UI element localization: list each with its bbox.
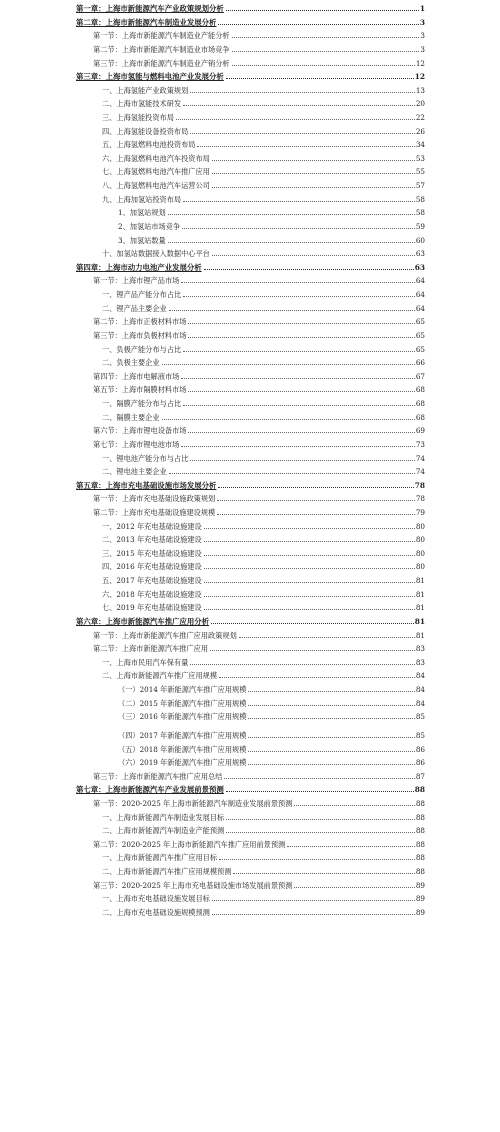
toc-entry[interactable]	[0, 342, 425, 355]
toc-entry-title: 一、2012 年充电基础设施建设	[102, 521, 202, 531]
toc-entry-page-number: 3	[420, 31, 425, 41]
toc-entry[interactable]	[0, 178, 425, 191]
toc-entry-title: 四、上海氢能设备投资布局	[102, 126, 189, 136]
toc-entry-page-number: 3	[420, 44, 425, 54]
toc-entry-page-number: 64	[415, 290, 425, 299]
toc-entry[interactable]	[0, 864, 425, 877]
toc-entry-page-number: 88	[415, 853, 425, 863]
dot-leader	[226, 78, 414, 79]
toc-chapter-entry[interactable]	[0, 614, 425, 627]
toc-entry-page-number: 78	[414, 480, 425, 490]
toc-entry[interactable]	[0, 137, 425, 150]
toc-entry-title: 二、上海市新能源汽车推广应用规模	[102, 671, 218, 681]
dot-leader	[183, 105, 415, 106]
toc-chapter-entry[interactable]	[0, 478, 425, 491]
dot-leader	[181, 378, 415, 379]
toc-entry[interactable]	[0, 519, 425, 532]
toc-chapter-entry[interactable]	[0, 69, 425, 82]
toc-entry-title: 五、上海氢燃料电池投资布局	[102, 140, 196, 150]
toc-entry-title: 一、上海市民用汽车保有量	[102, 657, 189, 667]
dot-leader	[188, 391, 414, 392]
toc-entry-page-number: 81	[415, 603, 425, 613]
toc-entry-page-number: 64	[415, 303, 425, 313]
toc-entry[interactable]	[0, 491, 425, 504]
toc-entry[interactable]	[0, 742, 425, 755]
dot-leader	[204, 528, 415, 529]
toc-entry-page-number: 1	[419, 4, 425, 13]
toc-entry-title: 1、加氢站规划	[118, 208, 166, 218]
dot-leader	[168, 214, 415, 215]
toc-entry[interactable]	[0, 151, 425, 164]
toc-entry[interactable]	[0, 369, 425, 382]
toc-entry-title: 二、锂电池主要企业	[102, 467, 167, 477]
dot-leader	[190, 460, 415, 461]
dot-leader	[183, 405, 415, 406]
toc-entry-title: 六、2018 年充电基础设施建设	[102, 589, 202, 599]
toc-entry[interactable]	[0, 382, 425, 395]
toc-entry-page-number: 81	[414, 616, 425, 626]
toc-entry[interactable]	[0, 696, 425, 709]
toc-entry-title: （三）2016 年新能源汽车推广应用规模	[118, 712, 247, 722]
dot-leader	[169, 310, 415, 311]
toc-entry-page-number: 80	[415, 548, 425, 558]
dot-leader	[211, 623, 414, 624]
toc-entry[interactable]	[0, 301, 425, 314]
toc-entry[interactable]	[0, 905, 425, 918]
dot-leader	[204, 609, 415, 610]
dot-leader	[204, 269, 414, 270]
toc-entry-page-number: 22	[415, 113, 425, 122]
toc-entry[interactable]	[0, 796, 425, 809]
dot-leader	[181, 282, 415, 283]
toc-entry[interactable]	[0, 850, 425, 863]
dot-leader	[218, 24, 418, 25]
dot-leader	[212, 914, 415, 915]
toc-entry-page-number: 86	[415, 744, 425, 754]
toc-entry-title: （六）2019 年新能源汽车推广应用规模	[118, 758, 247, 768]
toc-entry[interactable]	[0, 328, 425, 341]
toc-entry[interactable]	[0, 546, 425, 559]
toc-entry[interactable]	[0, 28, 425, 41]
toc-entry-title: 第七章：上海市新能源汽车产业发展前景预测	[76, 785, 224, 795]
toc-entry[interactable]	[0, 573, 425, 586]
dot-leader	[287, 846, 415, 847]
toc-entry-title: 一、锂电池产能分布与占比	[102, 453, 189, 463]
toc-entry[interactable]	[0, 655, 425, 668]
toc-entry-page-number: 88	[415, 812, 425, 822]
toc-entry-page-number: 68	[415, 385, 425, 395]
toc-entry-title: 十、加氢站数据接入数据中心平台	[102, 249, 210, 259]
toc-entry-title: 七、上海氢燃料电池汽车推广应用	[102, 167, 210, 177]
dot-leader	[212, 173, 415, 174]
toc-entry[interactable]	[0, 600, 425, 613]
toc-entry-title: 第六章：上海市新能源汽车推广应用分析	[76, 616, 210, 626]
toc-entry-title: 二、隔膜主要企业	[102, 412, 160, 422]
toc-entry-page-number: 65	[415, 344, 425, 354]
dot-leader	[226, 791, 414, 792]
toc-entry-title: 二、2013 年充电基础设施建设	[102, 535, 202, 545]
toc-entry-page-number: 81	[415, 589, 425, 599]
toc-entry-title: 第三节：上海市新能源汽车推广应用总结	[93, 771, 223, 781]
toc-entry[interactable]	[0, 96, 425, 109]
toc-entry-title: 二、负极主要企业	[102, 358, 160, 368]
toc-entry-page-number: 74	[415, 467, 425, 477]
toc-entry-page-number: 83	[415, 644, 425, 654]
toc-entry-page-number: 66	[415, 358, 425, 368]
toc-entry-title: 第一节：上海市充电基础设施政策规划	[93, 494, 216, 504]
toc-entry-page-number: 84	[415, 698, 425, 708]
dot-leader	[217, 514, 415, 515]
toc-entry-title: 二、上海市充电基础设施规模预测	[102, 907, 210, 917]
toc-entry-page-number: 80	[415, 535, 425, 545]
dot-leader	[168, 242, 415, 243]
toc-entry-page-number: 88	[414, 785, 425, 795]
toc-entry-page-number: 89	[415, 880, 425, 890]
toc-entry-page-number: 81	[415, 630, 425, 640]
toc-entry-title: 第二节：上海市正极材料市场	[93, 317, 187, 327]
toc-entry-title: 二、上海市新能源汽车制造业产能预测	[102, 826, 225, 836]
dot-leader	[210, 650, 415, 651]
toc-entry-title: 第一节：上海市新能源汽车推广应用政策规划	[93, 630, 237, 640]
toc-entry-title: 第四节：上海市电解液市场	[93, 371, 180, 381]
dot-leader	[239, 637, 415, 638]
toc-entry[interactable]	[0, 559, 425, 572]
toc-entry-page-number: 85	[415, 712, 425, 722]
dot-leader	[248, 705, 414, 706]
toc-entry[interactable]	[0, 42, 425, 55]
toc-entry-page-number: 80	[415, 521, 425, 531]
toc-entry-page-number: 89	[415, 907, 425, 917]
toc-entry-title: 2、加氢站市场竞争	[118, 221, 181, 231]
toc-entry[interactable]	[0, 810, 425, 823]
toc-entry-page-number: 12	[414, 72, 425, 82]
toc-entry-title: 第二节：上海市充电基础设施建设规模	[93, 507, 216, 517]
toc-entry-title: 八、上海氢燃料电池汽车运营公司	[102, 181, 210, 191]
toc-entry-title: 三、2015 年充电基础设施建设	[102, 548, 202, 558]
toc-entry-title: （四）2017 年新能源汽车推广应用规模	[118, 730, 247, 740]
toc-chapter-entry[interactable]	[0, 15, 425, 28]
toc-entry[interactable]	[0, 891, 425, 904]
toc-entry-title: 二、锂产品主要企业	[102, 303, 167, 313]
toc-entry-page-number: 89	[415, 894, 425, 904]
dot-leader	[190, 92, 415, 93]
dot-leader	[248, 691, 414, 692]
toc-entry[interactable]	[0, 682, 425, 695]
dot-leader	[224, 778, 414, 779]
dot-leader	[204, 555, 415, 556]
toc-entry-title: 第二节：2020-2025 年上海市新能源汽车推广应用前景预测	[93, 839, 286, 849]
toc-entry-page-number: 57	[415, 181, 425, 191]
toc-entry[interactable]	[0, 164, 425, 177]
toc-entry[interactable]	[0, 464, 425, 477]
dot-leader	[226, 10, 419, 11]
dot-leader	[232, 37, 420, 38]
toc-entry-page-number: 88	[415, 799, 425, 808]
dot-leader	[294, 887, 414, 888]
toc-entry-title: 三、上海氢能投资布局	[102, 113, 174, 122]
toc-entry[interactable]	[0, 437, 425, 450]
toc-entry[interactable]	[0, 423, 425, 436]
toc-entry-page-number: 74	[415, 453, 425, 463]
toc-entry-title: 一、上海市新能源汽车制造业发展目标	[102, 812, 225, 822]
toc-entry[interactable]	[0, 823, 425, 836]
toc-entry[interactable]	[0, 728, 425, 741]
toc-entry-page-number: 65	[415, 330, 425, 340]
toc-entry-title: 第一节：上海市锂产品市场	[93, 276, 180, 286]
toc-entry[interactable]	[0, 532, 425, 545]
dot-leader	[212, 900, 415, 901]
toc-entry-page-number: 60	[415, 235, 425, 245]
dot-leader	[162, 364, 415, 365]
toc-entry-title: 二、上海市新能源汽车推广应用规模预测	[102, 867, 232, 877]
toc-entry-title: 第一节：2020-2025 年上海市新能源汽车制造业发展前景预测	[93, 799, 293, 808]
toc-entry-title: （二）2015 年新能源汽车推广应用规模	[118, 698, 247, 708]
dot-leader	[188, 432, 414, 433]
dot-leader	[183, 296, 415, 297]
dot-leader	[248, 764, 414, 765]
toc-entry-title: 第四章：上海市动力电池产业发展分析	[76, 262, 202, 272]
toc-entry[interactable]	[0, 878, 425, 891]
dot-leader	[218, 487, 413, 488]
toc-entry[interactable]	[0, 124, 425, 137]
toc-entry-page-number: 67	[415, 371, 425, 381]
dot-leader	[212, 187, 415, 188]
dot-leader	[188, 323, 414, 324]
toc-entry[interactable]	[0, 769, 425, 782]
dot-leader	[232, 65, 415, 66]
toc-entry-page-number: 80	[415, 562, 425, 572]
toc-entry-title: 第一节：上海市新能源汽车制造业产能分析	[93, 31, 230, 41]
dot-leader	[219, 859, 415, 860]
toc-entry[interactable]	[0, 505, 425, 518]
toc-entry-title: 第一章：上海市新能源汽车产业政策规划分析	[76, 4, 224, 13]
dot-leader	[204, 582, 415, 583]
toc-entry-page-number: 3	[419, 17, 425, 27]
dot-leader	[188, 337, 414, 338]
toc-entry[interactable]	[0, 451, 425, 464]
toc-entry-title: 第二节：上海市新能源汽车推广应用	[93, 644, 209, 654]
toc-entry-page-number: 85	[415, 730, 425, 740]
toc-entry-page-number: 78	[415, 494, 425, 504]
toc-entry-page-number: 63	[415, 249, 425, 259]
toc-entry-title: 第三节：2020-2025 年上海市充电基础设施市场发展前景预测	[93, 880, 293, 890]
toc-entry-page-number: 13	[415, 85, 425, 95]
toc-entry-title: 一、负极产能分布与占比	[102, 344, 182, 354]
toc-entry-title: 四、2016 年充电基础设施建设	[102, 562, 202, 572]
dot-leader	[162, 419, 415, 420]
dot-leader	[197, 146, 414, 147]
toc-entry[interactable]	[0, 192, 425, 205]
dot-leader	[212, 255, 415, 256]
toc-entry-page-number: 58	[415, 208, 425, 218]
toc-entry[interactable]	[0, 83, 425, 96]
toc-entry[interactable]	[0, 205, 425, 218]
dot-leader	[217, 500, 415, 501]
toc-chapter-entry[interactable]	[0, 1, 425, 14]
toc-entry-title: （一）2014 年新能源汽车推广应用规模	[118, 685, 247, 694]
dot-leader	[204, 541, 415, 542]
toc-entry-title: （五）2018 年新能源汽车推广应用规模	[118, 744, 247, 754]
toc-entry-page-number: 73	[415, 439, 425, 449]
dot-leader	[212, 160, 415, 161]
dot-leader	[169, 473, 415, 474]
toc-entry-title: 一、锂产品产能分布占比	[102, 290, 182, 299]
toc-entry-title: 第三节：上海市新能源汽车制造业产销分析	[93, 58, 230, 68]
toc-entry-page-number: 59	[415, 221, 425, 231]
toc-entry[interactable]	[0, 628, 425, 641]
toc-entry-title: 一、上海市充电基础设施发展目标	[102, 894, 210, 904]
dot-leader	[233, 873, 414, 874]
dot-leader	[190, 664, 415, 665]
toc-entry[interactable]	[0, 709, 425, 722]
toc-entry[interactable]	[0, 755, 425, 768]
toc-entry-title: 七、2019 年充电基础设施建设	[102, 603, 202, 613]
toc-entry-page-number: 26	[415, 126, 425, 136]
toc-entry[interactable]	[0, 110, 425, 123]
toc-chapter-entry[interactable]	[0, 782, 425, 795]
toc-entry-page-number: 69	[415, 426, 425, 436]
toc-entry-page-number: 64	[415, 276, 425, 286]
toc-entry-title: 九、上海加氢站投资布局	[102, 194, 182, 204]
toc-entry-page-number: 84	[415, 685, 425, 694]
toc-entry-page-number: 87	[415, 771, 425, 781]
toc-entry-title: 一、上海市新能源汽车推广应用目标	[102, 853, 218, 863]
toc-entry-page-number: 81	[415, 576, 425, 585]
dot-leader	[294, 805, 414, 806]
toc-entry[interactable]	[0, 219, 425, 232]
toc-entry-title: 五、2017 年充电基础设施建设	[102, 576, 202, 585]
toc-entry[interactable]	[0, 56, 425, 69]
toc-entry[interactable]	[0, 641, 425, 654]
toc-chapter-entry[interactable]	[0, 260, 425, 273]
toc-entry[interactable]	[0, 233, 425, 246]
toc-entry-page-number: 88	[415, 839, 425, 849]
dot-leader	[248, 737, 414, 738]
dot-leader	[182, 228, 415, 229]
dot-leader	[219, 677, 415, 678]
toc-entry-page-number: 63	[414, 262, 425, 272]
dot-leader	[183, 201, 415, 202]
toc-entry[interactable]	[0, 410, 425, 423]
toc-entry-page-number: 86	[415, 758, 425, 768]
dot-leader	[183, 351, 415, 352]
toc-entry-page-number: 20	[415, 99, 425, 109]
toc-entry[interactable]	[0, 668, 425, 681]
toc-entry-page-number: 55	[415, 167, 425, 177]
toc-entry-title: 第七节：上海市锂电池市场	[93, 439, 180, 449]
toc-entry-title: 第二章：上海市新能源汽车制造业发展分析	[76, 17, 217, 27]
toc-entry-page-number: 65	[415, 317, 425, 327]
toc-entry-title: 第五章：上海市充电基础设施市场发展分析	[76, 480, 217, 490]
toc-entry[interactable]	[0, 396, 425, 409]
toc-entry-title: 第三节：上海市负极材料市场	[93, 330, 187, 340]
toc-entry-page-number: 58	[415, 194, 425, 204]
toc-entry[interactable]	[0, 355, 425, 368]
toc-entry-title: 第二节：上海市新能源汽车制造业市场竞争	[93, 44, 230, 54]
toc-entry-title: 一、隔膜产能分布与占比	[102, 399, 182, 408]
toc-entry[interactable]	[0, 837, 425, 850]
toc-entry-page-number: 79	[415, 507, 425, 517]
toc-entry-page-number: 34	[415, 140, 425, 150]
toc-entry-page-number: 12	[415, 58, 425, 68]
toc-entry-page-number: 88	[415, 826, 425, 836]
toc-entry-title: 一、上海氢能产业政策规划	[102, 85, 189, 95]
dot-leader	[248, 751, 414, 752]
toc-entry-page-number: 68	[415, 412, 425, 422]
toc-entry-title: 六、上海氢燃料电池汽车投资布局	[102, 153, 210, 163]
dot-leader	[204, 568, 415, 569]
dot-leader	[226, 832, 415, 833]
toc-entry-title: 第六节：上海市锂电设备市场	[93, 426, 187, 436]
toc-entry[interactable]	[0, 273, 425, 286]
toc-entry[interactable]	[0, 246, 425, 259]
toc-entry[interactable]	[0, 314, 425, 327]
toc-entry-page-number: 84	[415, 671, 425, 681]
toc-entry-page-number: 68	[415, 399, 425, 408]
toc-entry-title: 二、上海市氢能技术研发	[102, 99, 182, 109]
toc-entry[interactable]	[0, 287, 425, 300]
toc-entry-title: 3、加氢站数量	[118, 235, 166, 245]
toc-entry-title: 第三章：上海市氢能与燃料电池产业发展分析	[76, 72, 224, 82]
toc-entry-page-number: 53	[415, 153, 425, 163]
toc-entry[interactable]	[0, 587, 425, 600]
dot-leader	[176, 119, 415, 120]
toc-entry-page-number: 88	[415, 867, 425, 877]
toc-entry-title: 第五节：上海市隔膜材料市场	[93, 385, 187, 395]
dot-leader	[232, 51, 420, 52]
toc-entry-page-number: 83	[415, 657, 425, 667]
dot-leader	[248, 718, 414, 719]
dot-leader	[226, 819, 415, 820]
dot-leader	[190, 133, 415, 134]
dot-leader	[181, 446, 415, 447]
dot-leader	[204, 596, 415, 597]
